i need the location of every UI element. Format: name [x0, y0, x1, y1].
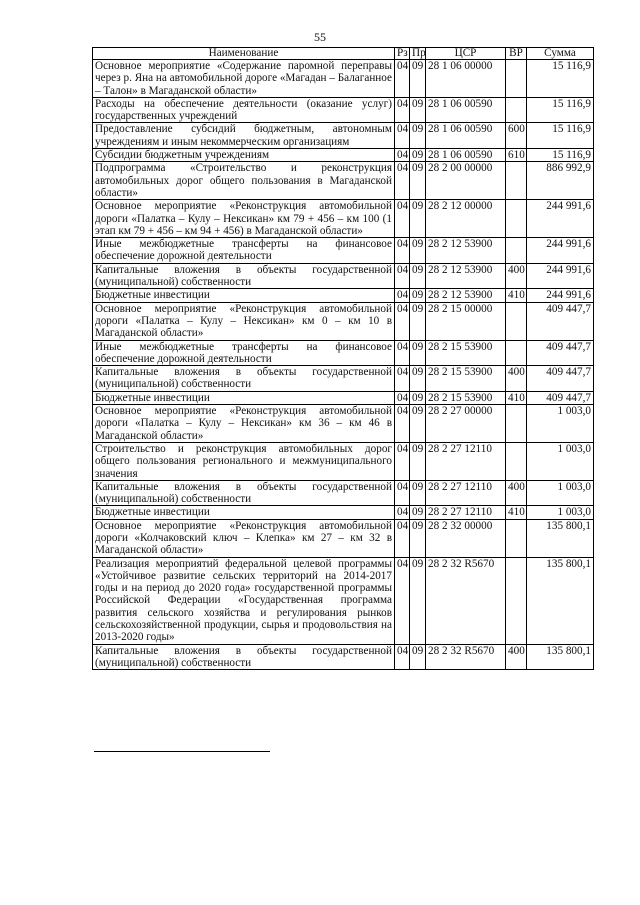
cell-rz: 04: [395, 149, 410, 162]
cell-csr: 28 2 15 53900: [426, 366, 506, 392]
cell-name: Расходы на обеспечение деятельности (оказание услуг) государственных учреждений: [93, 97, 395, 123]
table-row: [93, 289, 594, 302]
cell-name: Иные межбюджетные трансферты на финансовое обеспечение дорожной деятельности: [93, 340, 395, 366]
cell-pr: 09: [410, 557, 426, 644]
cell-vr: [506, 519, 527, 557]
cell-vr: [506, 97, 527, 123]
cell-rz: 04: [395, 123, 410, 149]
cell-rz: 04: [395, 263, 410, 289]
cell-sum: 1 003,0: [527, 405, 594, 443]
cell-csr: 28 2 32 R5670: [426, 557, 506, 644]
table-row: [93, 391, 594, 404]
cell-vr: 610: [506, 149, 527, 162]
header-pr: Пр: [410, 48, 426, 60]
cell-csr: 28 1 06 00590: [426, 149, 506, 162]
cell-name: Капитальные вложения в объекты государственной (муниципальной) собственности: [93, 263, 395, 289]
cell-sum: 409 447,7: [527, 302, 594, 340]
cell-csr: 28 2 15 00000: [426, 302, 506, 340]
cell-name: Бюджетные инвестиции: [93, 289, 395, 302]
cell-sum: 15 116,9: [527, 123, 594, 149]
cell-sum: 244 991,6: [527, 289, 594, 302]
cell-sum: 15 116,9: [527, 97, 594, 123]
cell-pr: 09: [410, 97, 426, 123]
cell-vr: 410: [506, 391, 527, 404]
cell-sum: 1 003,0: [527, 442, 594, 480]
cell-csr: 28 2 32 R5670: [426, 644, 506, 670]
cell-csr: 28 2 12 00000: [426, 200, 506, 238]
cell-sum: 244 991,6: [527, 263, 594, 289]
cell-name: Капитальные вложения в объекты государственной (муниципальной) собственности: [93, 366, 395, 392]
cell-rz: 04: [395, 405, 410, 443]
cell-rz: 04: [395, 644, 410, 670]
cell-vr: [506, 557, 527, 644]
cell-csr: 28 2 12 53900: [426, 289, 506, 302]
cell-name: Строительство и реконструкция автомобильных дорог общего пользования регионального и межмуниципального значения: [93, 442, 395, 480]
cell-sum: 135 800,1: [527, 519, 594, 557]
table-row: [93, 302, 594, 340]
cell-rz: 04: [395, 340, 410, 366]
cell-pr: 09: [410, 405, 426, 443]
cell-sum: 886 992,9: [527, 162, 594, 200]
cell-sum: 15 116,9: [527, 60, 594, 98]
cell-rz: 04: [395, 557, 410, 644]
cell-pr: 09: [410, 123, 426, 149]
table-row: [93, 644, 594, 670]
cell-name: Основное мероприятие «Реконструкция автомобильной дороги «Палатка – Кулу – Нексикан» км 36 – км 46 в Магаданской области»: [93, 405, 395, 443]
table-row: [93, 60, 594, 98]
cell-name: Капитальные вложения в объекты государственной (муниципальной) собственности: [93, 480, 395, 506]
cell-csr: 28 2 32 00000: [426, 519, 506, 557]
cell-pr: 09: [410, 506, 426, 519]
cell-vr: [506, 60, 527, 98]
cell-sum: 244 991,6: [527, 238, 594, 264]
header-vr: ВР: [506, 48, 527, 60]
cell-vr: [506, 302, 527, 340]
cell-vr: [506, 405, 527, 443]
cell-pr: 09: [410, 200, 426, 238]
cell-sum: 409 447,7: [527, 340, 594, 366]
cell-rz: 04: [395, 442, 410, 480]
header-name: Наименование: [93, 48, 395, 60]
cell-pr: 09: [410, 519, 426, 557]
cell-sum: 244 991,6: [527, 200, 594, 238]
cell-name: Субсидии бюджетным учреждениям: [93, 149, 395, 162]
cell-rz: 04: [395, 506, 410, 519]
cell-name: Основное мероприятие «Реконструкция автомобильной дороги «Палатка – Кулу – Нексикан» км 0 – км 10 в Магаданской области»: [93, 302, 395, 340]
table-row: [93, 366, 594, 392]
table-row: [93, 238, 594, 264]
table-row: [93, 162, 594, 200]
cell-vr: 410: [506, 506, 527, 519]
table-header-row: [93, 48, 594, 60]
cell-sum: 409 447,7: [527, 391, 594, 404]
cell-pr: 09: [410, 366, 426, 392]
header-sum: Сумма: [527, 48, 594, 60]
cell-pr: 09: [410, 480, 426, 506]
table-row: [93, 200, 594, 238]
cell-vr: 600: [506, 123, 527, 149]
cell-vr: [506, 162, 527, 200]
cell-pr: 09: [410, 302, 426, 340]
cell-csr: 28 2 15 53900: [426, 340, 506, 366]
cell-rz: 04: [395, 238, 410, 264]
cell-vr: 400: [506, 644, 527, 670]
cell-pr: 09: [410, 442, 426, 480]
cell-name: Реализация мероприятий федеральной целевой программы «Устойчивое развитие сельских территорий на 2014-2017 годы и на период до 2020 года» государственной программы Российской Федерации «Государственная программа развития сельского хозяйства и регулирования рынков сельскохозяйственной продукции, сырья и продовольствия на 2013-2020 годы»: [93, 557, 395, 644]
cell-csr: 28 2 27 12110: [426, 442, 506, 480]
table-row: [93, 340, 594, 366]
cell-rz: 04: [395, 289, 410, 302]
cell-pr: 09: [410, 162, 426, 200]
cell-pr: 09: [410, 644, 426, 670]
cell-pr: 09: [410, 391, 426, 404]
cell-csr: 28 1 06 00590: [426, 123, 506, 149]
cell-rz: 04: [395, 480, 410, 506]
table-row: [93, 506, 594, 519]
cell-sum: 1 003,0: [527, 480, 594, 506]
footnote-divider: [94, 751, 270, 752]
cell-vr: 400: [506, 480, 527, 506]
cell-pr: 09: [410, 149, 426, 162]
table-row: [93, 519, 594, 557]
cell-name: Подпрограмма «Строительство и реконструкция автомобильных дорог общего пользования в Магаданской области»: [93, 162, 395, 200]
cell-rz: 04: [395, 200, 410, 238]
cell-csr: 28 2 27 00000: [426, 405, 506, 443]
cell-vr: 400: [506, 366, 527, 392]
cell-pr: 09: [410, 289, 426, 302]
cell-name: Бюджетные инвестиции: [93, 391, 395, 404]
table-row: [93, 405, 594, 443]
cell-csr: 28 2 27 12110: [426, 506, 506, 519]
cell-pr: 09: [410, 60, 426, 98]
cell-vr: [506, 340, 527, 366]
cell-csr: 28 1 06 00590: [426, 97, 506, 123]
cell-vr: [506, 238, 527, 264]
cell-rz: 04: [395, 366, 410, 392]
cell-pr: 09: [410, 238, 426, 264]
cell-sum: 135 800,1: [527, 644, 594, 670]
cell-csr: 28 2 27 12110: [426, 480, 506, 506]
cell-name: Иные межбюджетные трансферты на финансовое обеспечение дорожной деятельности: [93, 238, 395, 264]
cell-name: Предоставление субсидий бюджетным, автономным учреждениям и иным некоммерческим организациям: [93, 123, 395, 149]
cell-name: Основное мероприятие «Реконструкция автомобильной дороги «Палатка – Кулу – Нексикан» км 79 + 456 – км 100 (1 этап км 79 + 456 – км 94 + 456) в Магаданской области»: [93, 200, 395, 238]
cell-rz: 04: [395, 60, 410, 98]
cell-csr: 28 2 12 53900: [426, 263, 506, 289]
cell-name: Основное мероприятие «Реконструкция автомобильной дороги «Колчаковский ключ – Клепка» км 27 – км 32 в Магаданской области»: [93, 519, 395, 557]
header-csr: ЦСР: [426, 48, 506, 60]
page-number: 55: [314, 30, 326, 44]
cell-csr: 28 2 15 53900: [426, 391, 506, 404]
cell-vr: 400: [506, 263, 527, 289]
cell-sum: 409 447,7: [527, 366, 594, 392]
cell-rz: 04: [395, 391, 410, 404]
cell-vr: [506, 200, 527, 238]
cell-sum: 15 116,9: [527, 149, 594, 162]
cell-name: Основное мероприятие «Содержание паромной переправы через р. Яна на автомобильной дороге «Магадан – Балаганное – Талон» в Магаданской области»: [93, 60, 395, 98]
table-row: [93, 480, 594, 506]
cell-rz: 04: [395, 162, 410, 200]
cell-rz: 04: [395, 97, 410, 123]
cell-vr: 410: [506, 289, 527, 302]
table-row: [93, 557, 594, 644]
table-row: [93, 149, 594, 162]
cell-sum: 135 800,1: [527, 557, 594, 644]
table-row: [93, 263, 594, 289]
cell-csr: 28 2 12 53900: [426, 238, 506, 264]
cell-name: Бюджетные инвестиции: [93, 506, 395, 519]
table-row: [93, 123, 594, 149]
table-row: [93, 442, 594, 480]
cell-rz: 04: [395, 519, 410, 557]
cell-rz: 04: [395, 302, 410, 340]
cell-pr: 09: [410, 263, 426, 289]
header-rz: Рз: [395, 48, 410, 60]
cell-name: Капитальные вложения в объекты государственной (муниципальной) собственности: [93, 644, 395, 670]
table-row: [93, 97, 594, 123]
budget-table: [92, 47, 594, 670]
cell-csr: 28 1 06 00000: [426, 60, 506, 98]
cell-csr: 28 2 00 00000: [426, 162, 506, 200]
cell-pr: 09: [410, 340, 426, 366]
cell-sum: 1 003,0: [527, 506, 594, 519]
cell-vr: [506, 442, 527, 480]
